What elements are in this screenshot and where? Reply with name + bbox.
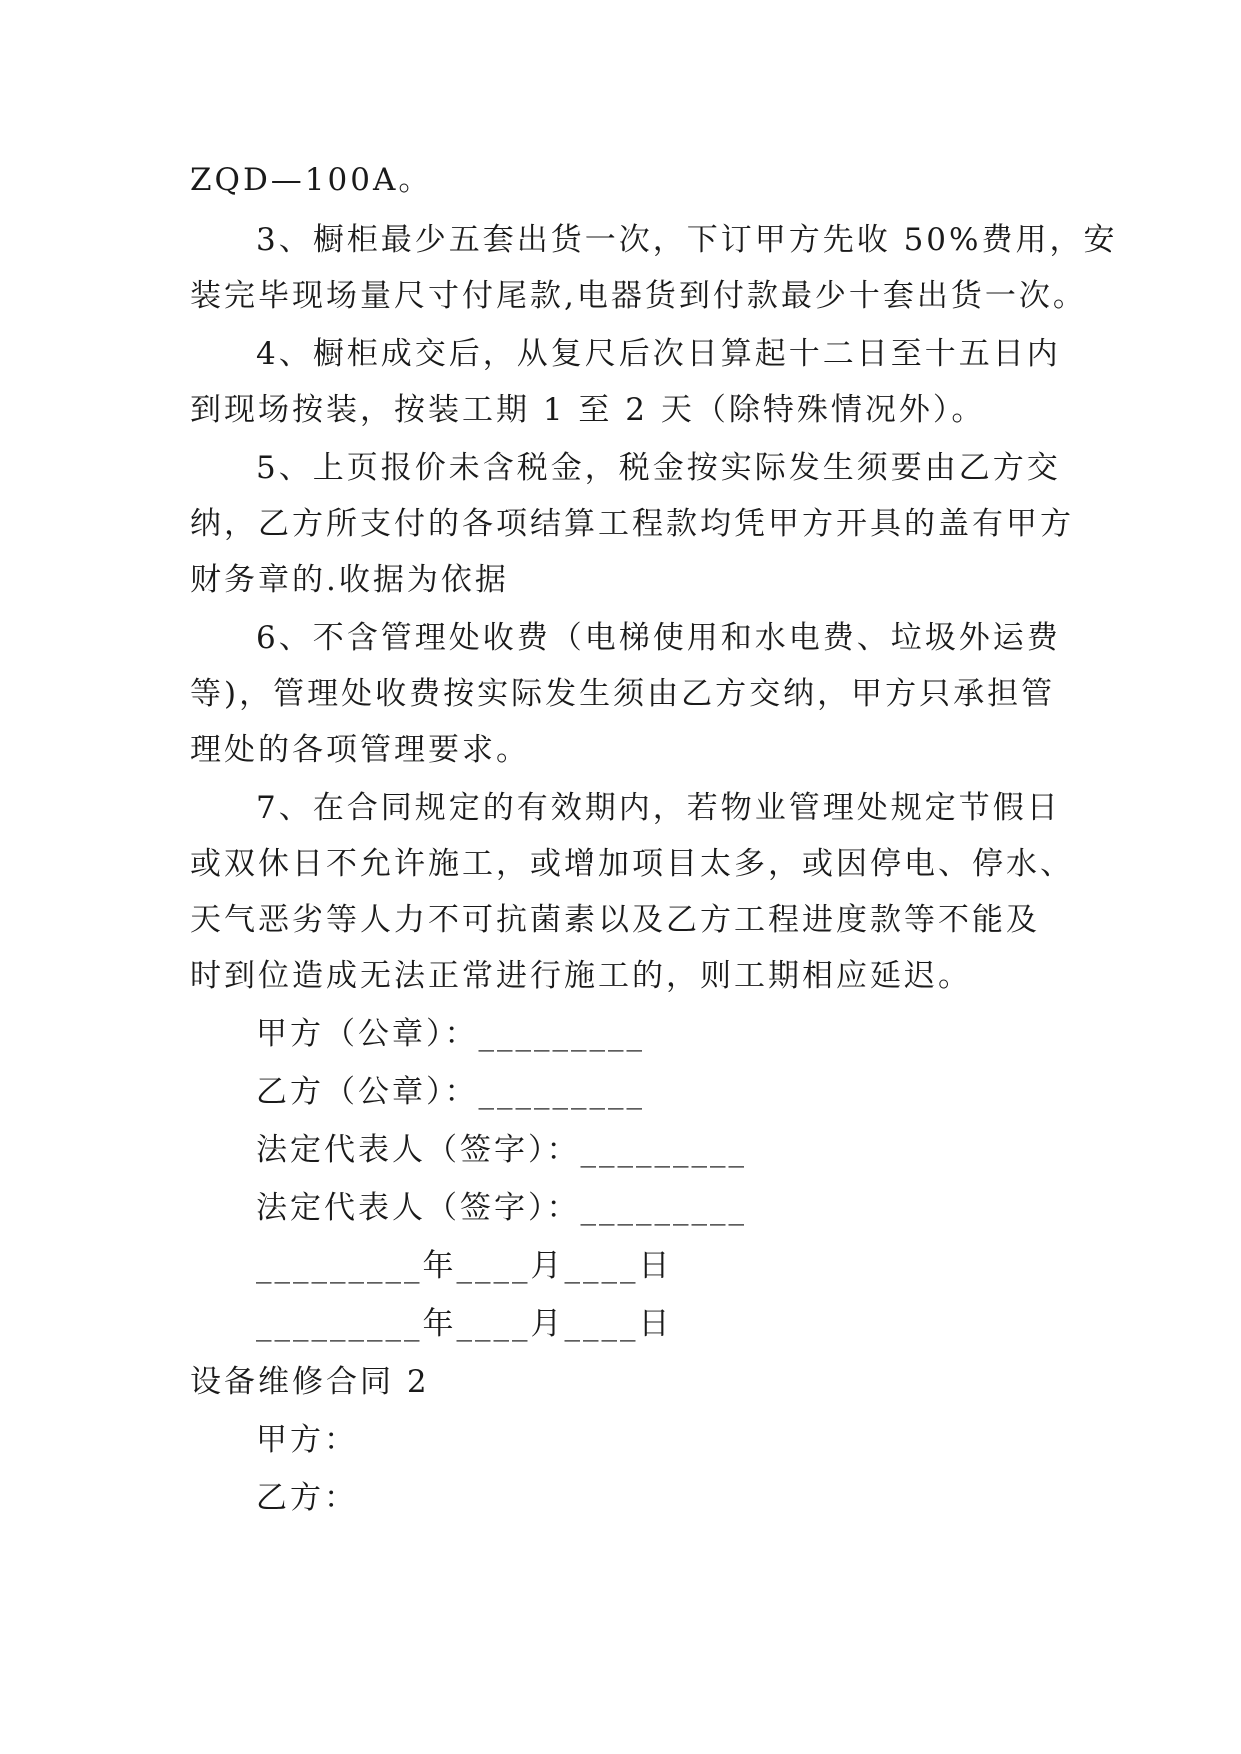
legal-rep-signature-line: 法定代表人（签字）：_________ [256,1190,747,1226]
clause-3-line-1: 3、橱柜最少五套出货一次，下订甲方先收 50%费用，安 [256,222,1118,258]
clause-5-line-1: 5、上页报价未含税金，税金按实际发生须要由乙方交 [256,450,1061,486]
clause-4-line-1: 4、橱柜成交后，从复尺后次日算起十二日至十五日内 [256,336,1061,372]
clause-6-line-1: 6、不含管理处收费（电梯使用和水电费、垃圾外运费 [256,620,1061,656]
clause-7-line-2: 或双休日不允许施工，或增加项目太多，或因停电、停水、 [190,846,1074,882]
clause-5-line-2: 纳，乙方所支付的各项结算工程款均凭甲方开具的盖有甲方 [190,506,1074,542]
clause-7-line-1: 7、在合同规定的有效期内，若物业管理处规定节假日 [256,790,1061,826]
party-a-label: 甲方： [256,1422,358,1458]
clause-3-line-2: 装完毕现场量尺寸付尾款,电器货到付款最少十套出货一次。 [190,278,1087,314]
text-line: ZQD—100A。 [190,162,433,198]
date-line: _________年____月____日 [256,1248,673,1284]
clause-7-line-3: 天气恶劣等人力不可抗菌素以及乙方工程进度款等不能及 [190,902,1040,938]
clause-6-line-3: 理处的各项管理要求。 [190,732,530,768]
clause-5-line-3: 财务章的.收据为依据 [190,562,509,598]
clause-6-line-2: 等)，管理处收费按实际发生须由乙方交纳，甲方只承担管 [190,676,1056,712]
clause-7-line-4: 时到位造成无法正常进行施工的，则工期相应延迟。 [190,958,972,994]
party-b-seal-line: 乙方（公章）：_________ [256,1074,645,1110]
party-a-seal-line: 甲方（公章）：_________ [256,1016,645,1052]
party-b-label: 乙方： [256,1480,358,1516]
legal-rep-signature-line: 法定代表人（签字）：_________ [256,1132,747,1168]
section-heading: 设备维修合同 2 [190,1364,430,1400]
clause-4-line-2: 到现场按装，按装工期 1 至 2 天（除特殊情况外）。 [190,392,986,428]
date-line: _________年____月____日 [256,1306,673,1342]
